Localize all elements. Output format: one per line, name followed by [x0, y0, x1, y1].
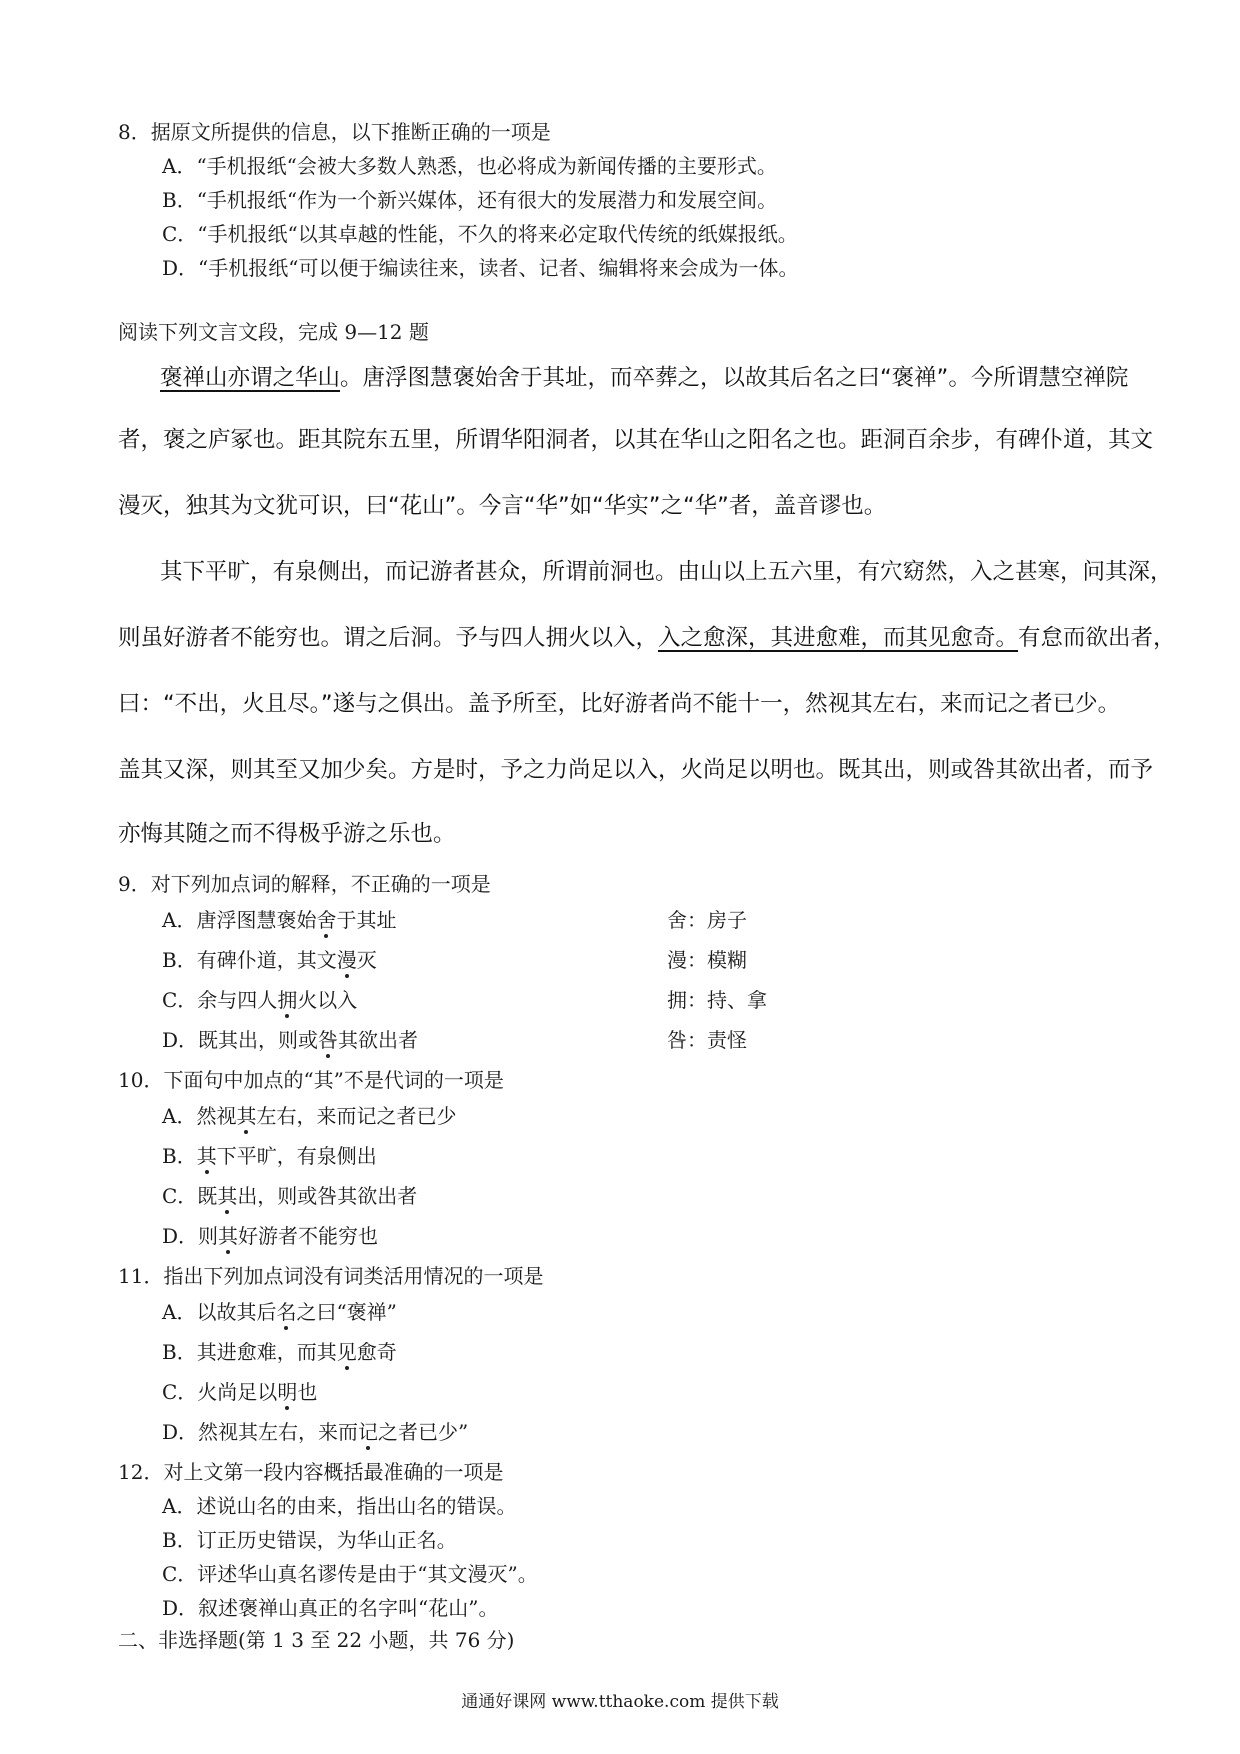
- q9-gloss-a: 舍：房子: [667, 908, 747, 932]
- passage-p2-line2: [118, 622, 1176, 654]
- q9-stem: 9．对下列加点词的解释，不正确的一项是: [118, 872, 491, 896]
- q10-option-c: C．既其出，则或咎其欲出者: [162, 1184, 418, 1208]
- passage-p2-line5: 亦悔其随之而不得极乎游之乐也。: [118, 821, 456, 847]
- q8-option-a: A．“手机报纸“会被大多数人熟悉，也必将成为新闻传播的主要形式。: [162, 154, 777, 178]
- q9-option-c: C．余与四人拥火以入 拥：持、拿: [162, 988, 767, 1012]
- q11-option-a: A．以故其后名之曰“褒禅”: [162, 1300, 397, 1324]
- dotted-word: 见: [336, 1340, 357, 1364]
- passage-p1-line2: 者，褒之庐冢也。距其院东五里，所谓华阳洞者，以其在华山之阳名之也。距洞百余步，有碑仆道，其文: [118, 427, 1154, 453]
- q8-option-b: B．“手机报纸“作为一个新兴媒体，还有很大的发展潜力和发展空间。: [162, 188, 778, 212]
- dotted-word: 舍: [316, 908, 337, 932]
- section-2-heading: 二、非选择题(第 1 3 至 22 小题，共 76 分): [118, 1628, 515, 1652]
- passage-p2-line4: 盖其又深，则其至又加少矣。方是时，予之力尚足以入，火尚足以明也。既其出，则或咎其欲出者，而予: [118, 757, 1154, 783]
- q8-option-d: D．“手机报纸“可以便于编读往来，读者、记者、编辑将来会成为一体。: [162, 256, 799, 280]
- q8-option-c: C．“手机报纸“以其卓越的性能，不久的将来必定取代传统的纸媒报纸。: [162, 222, 798, 246]
- q9-gloss-b: 漫：模糊: [667, 948, 747, 972]
- q11-stem: 11．指出下列加点词没有词类活用情况的一项是: [118, 1264, 544, 1288]
- q10-option-b: B．其下平旷，有泉侧出: [162, 1144, 377, 1168]
- passage-p1-line3: 漫灭，独其为文犹可识，曰“花山”。今言“华”如“华实”之“华”者，盖音谬也。: [118, 493, 887, 519]
- q9-option-d: D．既其出，则或咎其欲出者 咎：责怪: [162, 1028, 747, 1052]
- passage-text: 则虽好游者不能穷也。谓之后洞。予与四人拥火以入，: [118, 625, 659, 651]
- passage-text: 有怠而欲出者，: [1018, 625, 1176, 651]
- dotted-word: 其: [218, 1224, 239, 1248]
- dotted-word: 记: [358, 1420, 379, 1444]
- q12-option-b: B．订正历史错误，为华山正名。: [162, 1528, 457, 1552]
- q12-option-c: C．评述华山真名谬传是由于“其文漫灭”。: [162, 1562, 538, 1586]
- passage-underlined-sentence-2: 入之愈深，其进愈难，而其见愈奇。: [658, 625, 1019, 651]
- dotted-word: 咎: [318, 1028, 339, 1052]
- passage-p2-line3: 曰：“不出，火且尽。”遂与之俱出。盖予所至，比好游者尚不能十一，然视其左右，来而记之者已少。: [118, 691, 1121, 717]
- q10-stem: 10．下面句中加点的“其”不是代词的一项是: [118, 1068, 504, 1092]
- dotted-word: 其: [217, 1184, 238, 1208]
- q11-option-d: D．然视其左右，来而记之者已少”: [162, 1420, 469, 1444]
- q11-option-b: B．其进愈难，而其见愈奇: [162, 1340, 397, 1364]
- passage-underlined-sentence-1: 褒禅山亦谓之华山: [160, 365, 341, 391]
- q9-option-a: A．唐浮图慧褒始舍于其址 舍：房子: [162, 908, 747, 932]
- q12-stem: 12．对上文第一段内容概括最准确的一项是: [118, 1460, 504, 1484]
- dotted-word: 拥: [277, 988, 298, 1012]
- page-footer: 通通好课网 www.tthaoke.com 提供下载: [461, 1692, 779, 1712]
- q9-option-b: B．有碑仆道，其文漫灭 漫：模糊: [162, 948, 747, 972]
- q9-gloss-c: 拥：持、拿: [667, 988, 767, 1012]
- q9-gloss-d: 咎：责怪: [667, 1028, 747, 1052]
- q8-stem: 8．据原文所提供的信息，以下推断正确的一项是: [118, 120, 551, 144]
- q12-option-a: A．述说山名的由来，指出山名的错误。: [162, 1494, 517, 1518]
- dotted-word: 明: [277, 1380, 298, 1404]
- q10-option-d: D．则其好游者不能穷也: [162, 1224, 379, 1248]
- passage-p2-line1: 其下平旷，有泉侧出，而记游者甚众，所谓前洞也。由山以上五六里，有穴窈然，入之甚寒，问其深，: [160, 559, 1173, 585]
- passage-text: 。唐浮图慧褒始舍于其址，而卒葬之，以故其后名之曰“褒禅”。今所谓慧空禅院: [340, 365, 1129, 391]
- q12-option-d: D．叙述褒禅山真正的名字叫“花山”。: [162, 1596, 499, 1620]
- dotted-word: 名: [276, 1300, 297, 1324]
- dotted-word: 其: [236, 1104, 257, 1128]
- reading-instruction: 阅读下列文言文段，完成 9—12 题: [118, 320, 429, 344]
- dotted-word: 漫: [336, 948, 357, 972]
- passage-p1-line1: [160, 362, 1128, 394]
- q11-option-c: C．火尚足以明也: [162, 1380, 318, 1404]
- dotted-word: 其: [196, 1144, 217, 1168]
- q10-option-a: A．然视其左右，来而记之者已少: [162, 1104, 457, 1128]
